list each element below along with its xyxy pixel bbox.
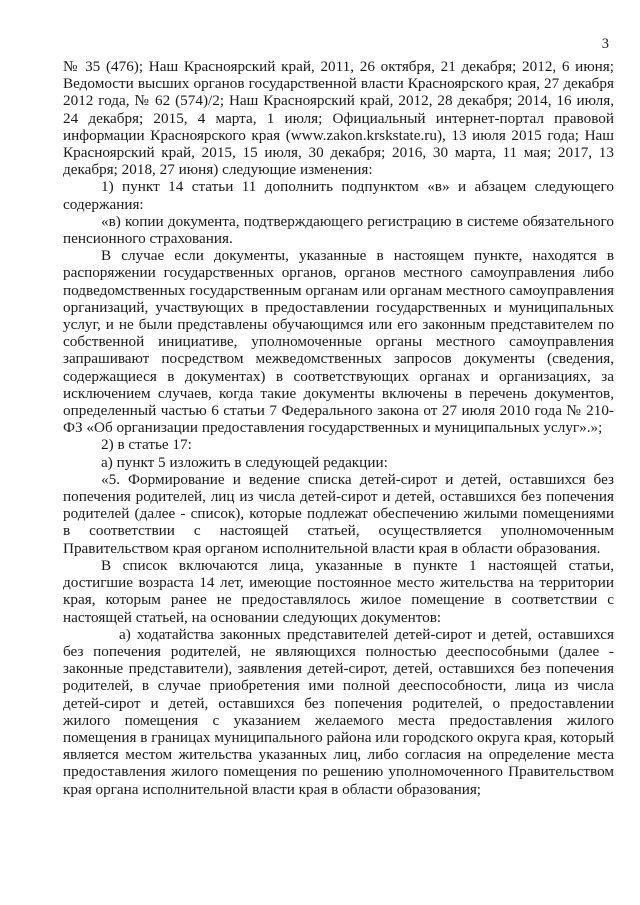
page-number: 3 [601, 36, 609, 52]
paragraph-subitem-v: «в) копии документа, подтверждающего регистрацию в системе обязательного пенсионного страхования. [63, 212, 614, 248]
paragraph-list-inclusion: В список включаются лица, указанные в пункте 1 настоящей статьи, достигшие возраста 14 лет, имеющие постоянное место жительства на территории края, которым ранее не предоставлялось жилое помещение в соответствии с настоящей статьей, на основании следующих документов: [63, 556, 614, 626]
paragraph-item-2a: а) пункт 5 изложить в следующей редакции: [101, 453, 388, 471]
paragraph-subitem-a: а) ходатайства законных представителей детей-сирот и детей, оставшихся без попечения родителей, не являющихся полностью дееспособными (далее - законные представители), заявления детей-сирот, детей, оставшихся без попечения родителей, в случае приобретения ими полной дееспособности, лица из числа детей-сирот и детей, оставшихся без попечения родителей, о предоставлении жилого помещения с указанием желаемого места предоставления жилого помещения в границах муниципального района или городского округа края, который является местом жительства указанных лиц, либо согласия на определение места предоставления жилого помещения по решению уполномоченного Правительством края органа исполнительной власти края в области образования; [63, 625, 614, 798]
document-body [63, 58, 614, 798]
paragraph-sources-list: № 35 (476); Наш Красноярский край, 2011, 26 октября, 21 декабря; 2012, 6 июня; Ведомости высших органов государственной власти Красноярского края, 27 декабря 2012 года, № 62 (574)/2; Наш Красноярский край, 2012, 28 декабря; 2014, 16 июля, 24 декабря; 2015, 4 марта, 1 июля; Официальный интернет-портал правовой информации Красноярского края (www.zakon.krskstate.ru), 13 июля 2015 года; Наш Красноярский край, 2015, 15 июля, 30 декабря; 2016, 30 марта, 11 мая; 2017, 13 декабря; 2018, 27 июня) следующие изменения: [63, 58, 614, 179]
paragraph-documents-request: В случае если документы, указанные в настоящем пункте, находятся в распоряжении государственных органов, органов местного самоуправления либо подведомственных государственным органам или органам местного самоуправления организаций, участвующих в предоставлении государственных и муниципальных услуг, и не были представлены обучающимся или его законным представителем по собственной инициативе, уполномоченные органы местного самоуправления запрашивают посредством межведомственных запросов документы (сведения, содержащиеся в документах) в соответствующих органах и организациях, за исключением случаев, когда такие документы включены в перечень документов, определенный частью 6 статьи 7 Федерального закона от 27 июля 2010 года № 210-ФЗ «Об организации предоставления государственных и муниципальных услуг».»; [63, 247, 614, 437]
paragraph-item-2: 2) в статье 17: [101, 436, 192, 454]
paragraph-item-1: 1) пункт 14 статьи 11 дополнить подпунктом «в» и абзацем следующего содержания: [63, 178, 614, 213]
paragraph-point-5: «5. Формирование и ведение списка детей-сирот и детей, оставшихся без попечения родителей, лиц из числа детей-сирот и детей, оставшихся без попечения родителей (далее - список), которые подлежат обеспечению жилыми помещениями в соответствии с настоящей статьей, осуществляется уполномоченным Правительством края органом исполнительной власти края в области образования. [63, 470, 614, 557]
